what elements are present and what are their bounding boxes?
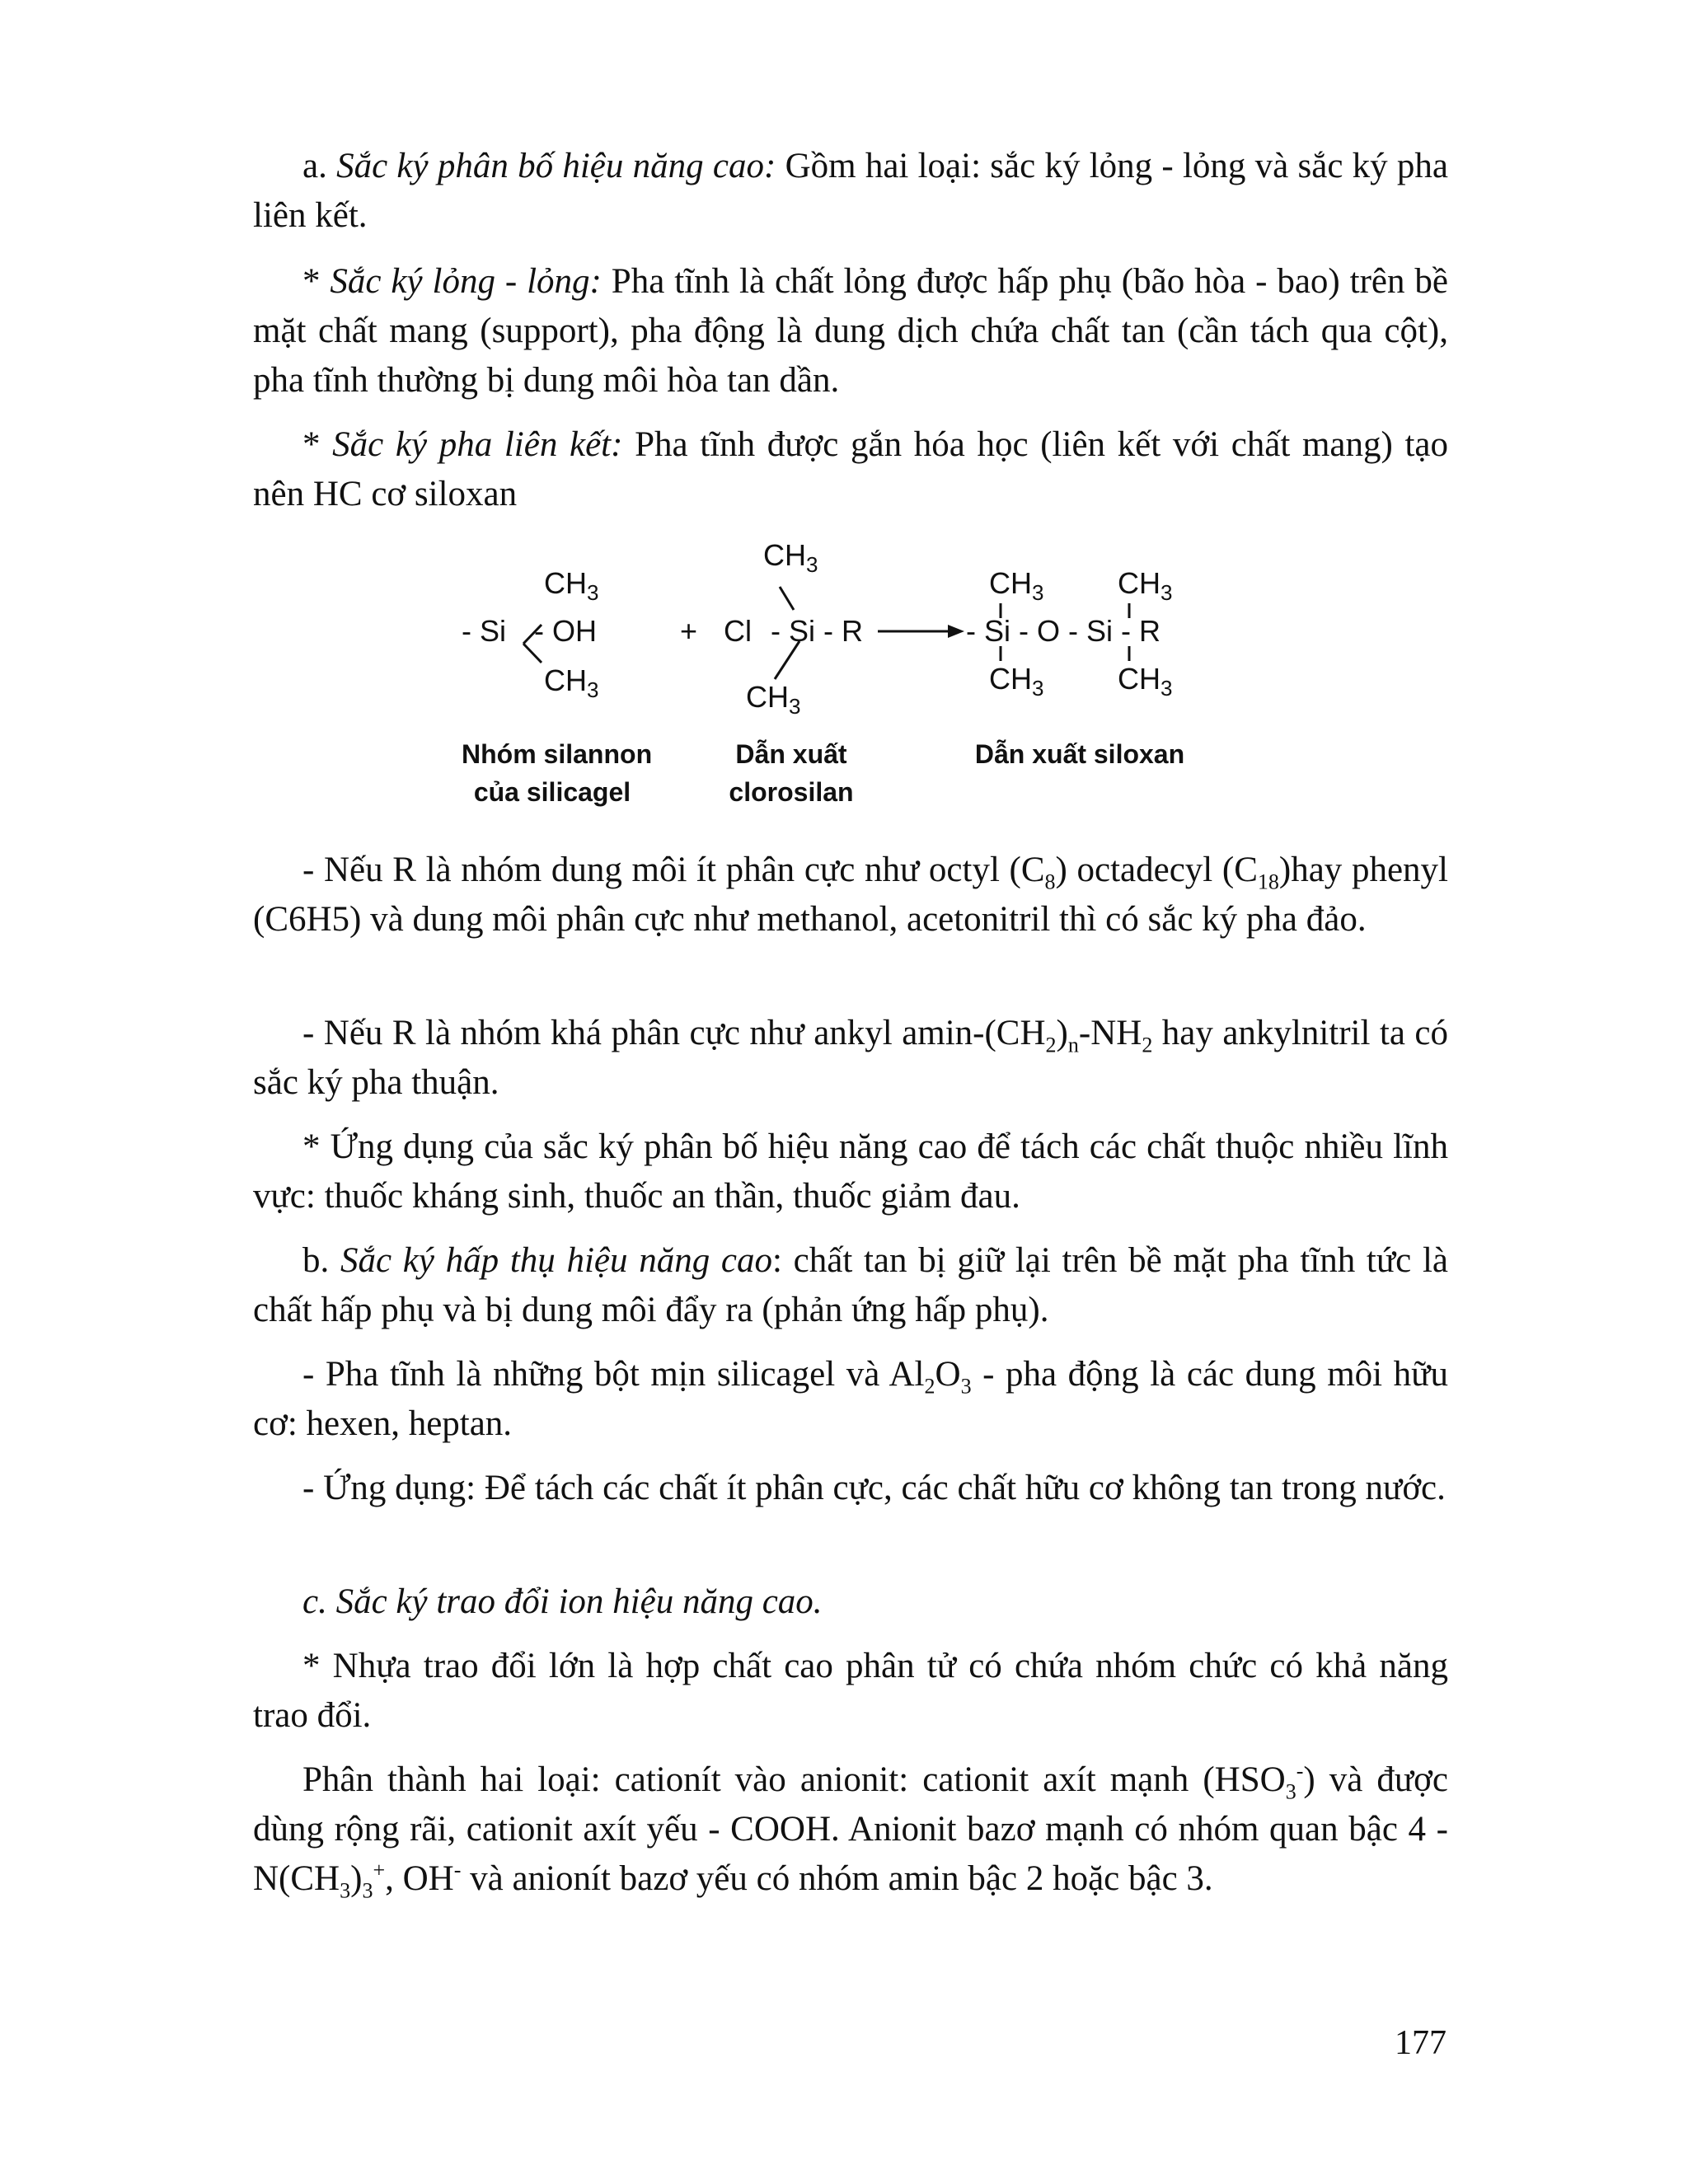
paragraph-liquid-liquid: * Sắc ký lỏng - lỏng: Pha tĩnh là chất lỏng được hấp phụ (bão hòa - bao) trên bề mặt chất mang (support), pha động là dung dịch chứa chất tan (cần tách qua cột), pha tĩnh thường bị dung môi hòa tan dần. — [253, 262, 1449, 400]
silanol-si: - Si — [462, 614, 506, 648]
paragraph-normal-phase: - Nếu R là nhóm khá phân cực như ankyl amin-$(CH_2)_n-NH_2$ hay ankylnitril ta có sắc ký pha thuận. — [253, 1014, 1448, 1102]
heading-partition-hplc: Sắc ký phân bố hiệu năng cao: — [336, 147, 776, 185]
product-ch3-top-right: CH — [1118, 566, 1160, 600]
product-siloxan: - Si - O - Si - R — [966, 614, 1160, 648]
caption-siloxan: Dẫn xuất siloxan — [974, 739, 1185, 769]
heading-bonded-phase: Sắc ký pha liên kết: — [332, 425, 623, 464]
chlorosilane-si-r: - Si - R — [771, 614, 863, 648]
page-number: 177 — [1395, 2024, 1447, 2062]
paragraph-applications: * Ứng dụng của sắc ký phân bố hiệu năng cao để tách các chất thuộc nhiều lĩnh vực: thuốc kháng sinh, thuốc an thần, thuốc giảm đau. — [253, 1127, 1448, 1216]
product-ch3-top-left: CH — [989, 566, 1032, 600]
silanol-ch3-bottom: CH — [544, 663, 587, 697]
caption-chlorosilane: Dẫn xuất clorosilan — [729, 739, 854, 807]
paragraph-reverse-phase: - Nếu R là nhóm dung môi ít phân cực như octyl $(C_8)$ octadecyl $(C_{18})hay$ phenyl (C6H5) và dung môi phân cực như methanol, acetonitril thì có sắc ký pha đảo. — [253, 851, 1448, 939]
chlorosilane-cl: Cl — [724, 614, 752, 648]
paragraph-ion-exchange-heading: c. Sắc ký trao đổi ion hiệu năng cao. — [302, 1582, 823, 1621]
product-ch3-bottom-right: CH — [1118, 662, 1160, 696]
caption-silanol: Nhóm silannon của silicagel — [462, 739, 653, 807]
chlorosilane-ch3-top: CH — [763, 538, 806, 572]
heading-liquid-liquid: Sắc ký lỏng - lỏng: — [330, 262, 602, 301]
product-ch3-bottom-left: CH — [989, 662, 1032, 696]
paragraph-adsorption-hplc: b. Sắc ký hấp thụ hiệu năng cao: chất tan bị giữ lại trên bề mặt pha tĩnh tức là chất hấp phụ và bị dung môi đẩy ra (phản ứng hấp phụ). — [253, 1241, 1449, 1329]
paragraph-ion-exchange-resin: * Nhựa trao đổi lớn là hợp chất cao phân tử có chứa nhóm chức có khả năng trao đổi. — [253, 1647, 1448, 1735]
paragraph-stationary-phase: - Pha tĩnh là những bột mịn silicagel và $Al_2O_3$ - pha động là các dung môi hữu cơ: hexen, heptan. — [253, 1355, 1448, 1443]
paragraph-bonded-phase: * Sắc ký pha liên kết: Pha tĩnh được gắn hóa học (liên kết với chất mang) tạo nên HC cơ siloxan — [253, 425, 1448, 513]
chlorosilane-ch3-bottom: CH — [746, 680, 789, 714]
silanol-ch3-top: CH — [544, 566, 587, 600]
paragraph-adsorption-applications: - Ứng dụng: Để tách các chất ít phân cực, các chất hữu cơ không tan trong nước. — [302, 1469, 1446, 1507]
paragraph-partition-hplc: a. Sắc ký phân bố hiệu năng cao: Gồm hai loại: sắc ký lỏng - lỏng và sắc ký pha liên kết. — [253, 147, 1448, 235]
silanol-oh: - OH — [534, 614, 597, 648]
paragraph-cationit-anionit: Phân thành hai loại: cationít vào anionit: cationit axít mạnh $(HSO_3^-)$ và được dùng rộng rãi, cationit axít yếu - COOH. Anionit bazơ mạnh có nhóm quan bậc $4 - N(CH_3)_3^+$, OH- và anionít bazơ yếu có nhóm amin bậc 2 hoặc bậc 3. — [253, 1759, 1448, 1903]
plus-sign: + — [680, 614, 698, 648]
heading-adsorption-hplc: Sắc ký hấp thụ hiệu năng cao — [340, 1241, 773, 1280]
siloxan-reaction-figure: $CH_3$ - Si - OH $CH_3$ + $CH_3$ Cl - Si - R $CH_3$ $CH_3$ $CH_3$ - Si - O - Si - R $CH_3$ $CH_3$ Nhóm silannon của silicagel Dẫn xuất clorosilan Dẫn xuất siloxan — [462, 527, 1253, 824]
